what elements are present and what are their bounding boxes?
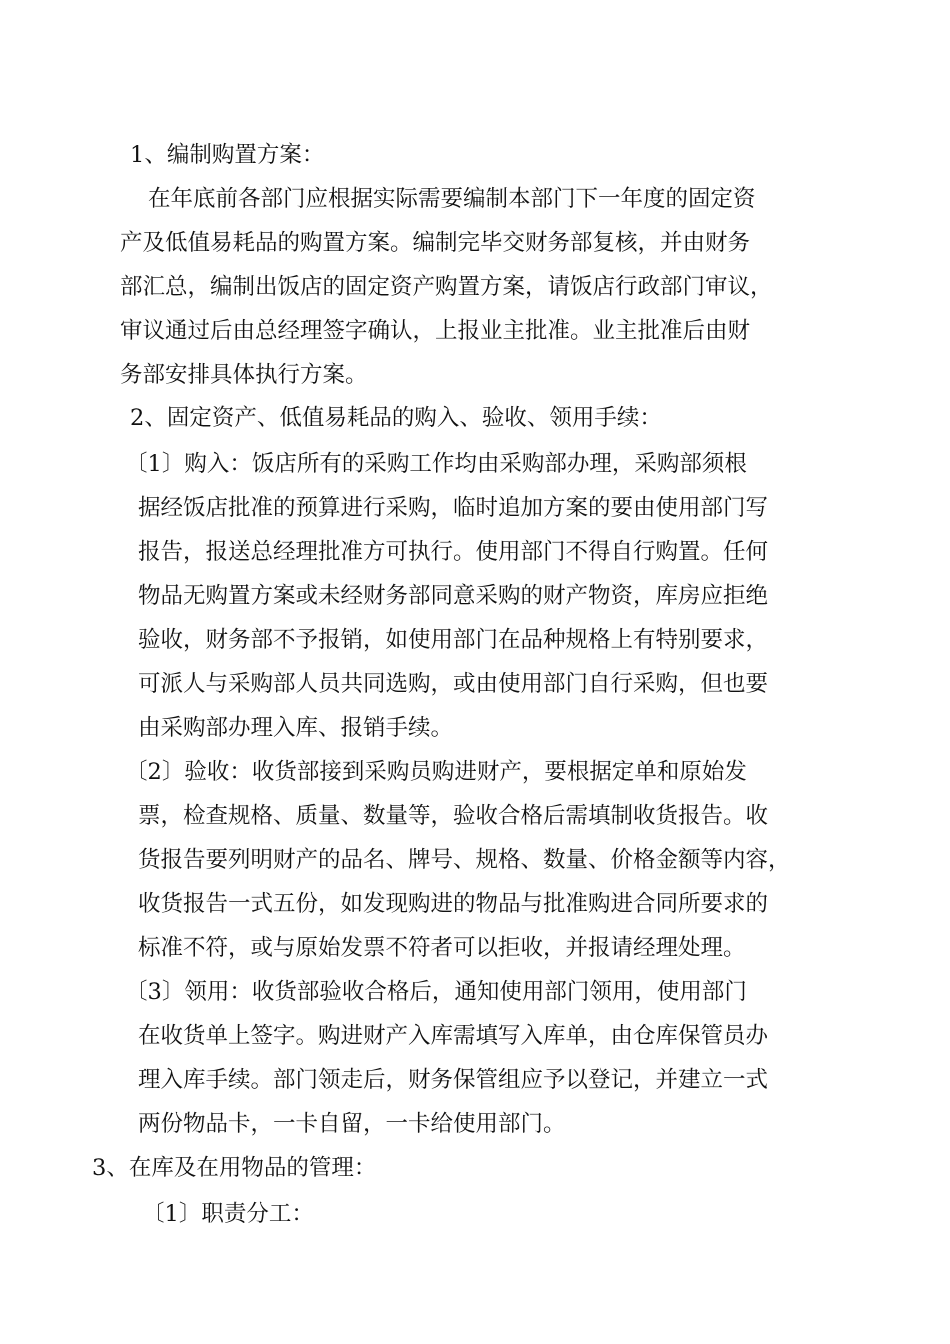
paragraph-line: 货报告要列明财产的品名、牌号、规格、数量、价格金额等内容， bbox=[138, 847, 791, 873]
paragraph-line: 务部安排具体执行方案。 bbox=[120, 362, 368, 388]
heading-3-inventory-management: 3、在库及在用物品的管理： bbox=[92, 1155, 377, 1181]
paragraph-line: 产及低值易耗品的购置方案。编制完毕交财务部复核，并由财务 bbox=[120, 230, 751, 256]
paragraph-line: 收货报告一式五份，如发现购进的物品与批准购进合同所要求的 bbox=[138, 891, 769, 917]
paragraph-line: 可派人与采购部人员共同选购，或由使用部门自行采购，但也要 bbox=[138, 671, 769, 697]
heading-1-purchase-plan: 1、编制购置方案： bbox=[130, 142, 325, 168]
paragraph-line: 审议通过后由总经理签字确认，上报业主批准。业主批准后由财 bbox=[120, 318, 751, 344]
paragraph-line: 物品无购置方案或未经财务部同意采购的财产物资，库房应拒绝 bbox=[138, 583, 769, 609]
paragraph-line: 据经饭店批准的预算进行采购，临时追加方案的要由使用部门写 bbox=[138, 495, 769, 521]
paragraph-line: 标准不符，或与原始发票不符者可以拒收，并报请经理处理。 bbox=[138, 935, 746, 961]
paragraph-line: 理入库手续。部门领走后，财务保管组应予以登记，并建立一式 bbox=[138, 1067, 769, 1093]
paragraph-line: 票，检查规格、质量、数量等，验收合格后需填制收货报告。收 bbox=[138, 803, 769, 829]
paragraph-line: 验收，财务部不予报销，如使用部门在品种规格上有特别要求， bbox=[138, 627, 769, 653]
paragraph-line: 部汇总，编制出饭店的固定资产购置方案，请饭店行政部门审议， bbox=[120, 274, 773, 300]
list-item-purchase: 〔1〕购入：饭店所有的采购工作均由采购部办理，采购部须根 bbox=[125, 451, 747, 477]
paragraph-line: 由采购部办理入库、报销手续。 bbox=[138, 715, 454, 741]
paragraph-line: 在收货单上签字。购进财产入库需填写入库单，由仓库保管员办 bbox=[138, 1023, 769, 1049]
list-item-requisition: 〔3〕领用：收货部验收合格后，通知使用部门领用，使用部门 bbox=[125, 979, 747, 1005]
paragraph-line: 报告，报送总经理批准方可执行。使用部门不得自行购置。任何 bbox=[138, 539, 769, 565]
list-item-responsibilities: 〔1〕职责分工： bbox=[142, 1201, 314, 1227]
paragraph-line: 在年底前各部门应根据实际需要编制本部门下一年度的固定资 bbox=[148, 186, 756, 212]
list-item-inspection: 〔2〕验收：收货部接到采购员购进财产，要根据定单和原始发 bbox=[125, 759, 747, 785]
paragraph-line: 两份物品卡，一卡自留，一卡给使用部门。 bbox=[138, 1111, 566, 1137]
heading-2-procedures: 2、固定资产、低值易耗品的购入、验收、领用手续： bbox=[130, 405, 662, 431]
